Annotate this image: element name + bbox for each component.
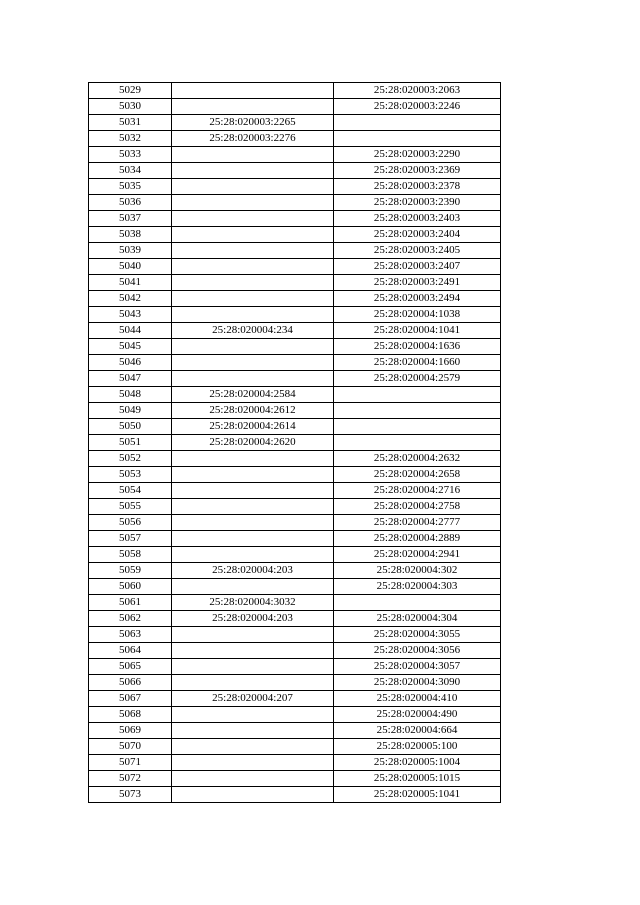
cadastral-number-cell	[172, 99, 334, 115]
table-row	[89, 211, 501, 227]
row-number-cell: 5072	[89, 771, 172, 787]
table-row	[89, 403, 501, 419]
related-cadastral-number-cell: 25:28:020003:2403	[334, 211, 501, 227]
table-row	[89, 659, 501, 675]
row-number-cell: 5040	[89, 259, 172, 275]
row-number-cell: 5049	[89, 403, 172, 419]
related-cadastral-number-cell	[334, 387, 501, 403]
row-number-cell: 5046	[89, 355, 172, 371]
cadastral-number-cell	[172, 355, 334, 371]
row-number-cell: 5036	[89, 195, 172, 211]
row-number-cell: 5057	[89, 531, 172, 547]
cadastral-number-cell	[172, 275, 334, 291]
table-row	[89, 147, 501, 163]
row-number-cell: 5043	[89, 307, 172, 323]
related-cadastral-number-cell: 25:28:020004:2889	[334, 531, 501, 547]
related-cadastral-number-cell: 25:28:020004:2777	[334, 515, 501, 531]
row-number-cell: 5067	[89, 691, 172, 707]
row-number-cell: 5042	[89, 291, 172, 307]
table-row	[89, 467, 501, 483]
row-number-cell: 5065	[89, 659, 172, 675]
cadastral-number-cell: 25:28:020003:2265	[172, 115, 334, 131]
row-number-cell: 5071	[89, 755, 172, 771]
cadastral-number-cell: 25:28:020003:2276	[172, 131, 334, 147]
cadastral-number-cell: 25:28:020004:203	[172, 611, 334, 627]
table-row	[89, 259, 501, 275]
row-number-cell: 5034	[89, 163, 172, 179]
cadastral-number-cell	[172, 451, 334, 467]
table-row	[89, 451, 501, 467]
table-row	[89, 419, 501, 435]
related-cadastral-number-cell: 25:28:020004:3090	[334, 675, 501, 691]
cadastral-number-cell	[172, 531, 334, 547]
row-number-cell: 5051	[89, 435, 172, 451]
table-row	[89, 387, 501, 403]
related-cadastral-number-cell: 25:28:020003:2407	[334, 259, 501, 275]
row-number-cell: 5058	[89, 547, 172, 563]
related-cadastral-number-cell	[334, 595, 501, 611]
cadastral-number-cell: 25:28:020004:2612	[172, 403, 334, 419]
cadastral-number-cell: 25:28:020004:203	[172, 563, 334, 579]
table-row	[89, 131, 501, 147]
related-cadastral-number-cell: 25:28:020005:100	[334, 739, 501, 755]
table-row	[89, 611, 501, 627]
cadastral-number-cell	[172, 83, 334, 99]
table-row	[89, 307, 501, 323]
cadastral-number-cell	[172, 147, 334, 163]
cadastral-number-cell	[172, 707, 334, 723]
cadastral-number-cell	[172, 723, 334, 739]
table-row	[89, 755, 501, 771]
row-number-cell: 5063	[89, 627, 172, 643]
table-row	[89, 323, 501, 339]
related-cadastral-number-cell: 25:28:020004:2941	[334, 547, 501, 563]
table-row	[89, 483, 501, 499]
cadastral-number-cell	[172, 243, 334, 259]
related-cadastral-number-cell: 25:28:020004:3057	[334, 659, 501, 675]
cadastral-number-cell	[172, 643, 334, 659]
related-cadastral-number-cell: 25:28:020004:3055	[334, 627, 501, 643]
related-cadastral-number-cell: 25:28:020004:410	[334, 691, 501, 707]
related-cadastral-number-cell: 25:28:020004:304	[334, 611, 501, 627]
table-row	[89, 435, 501, 451]
table-row	[89, 627, 501, 643]
related-cadastral-number-cell	[334, 403, 501, 419]
related-cadastral-number-cell: 25:28:020004:302	[334, 563, 501, 579]
row-number-cell: 5053	[89, 467, 172, 483]
row-number-cell: 5061	[89, 595, 172, 611]
cadastral-number-cell	[172, 675, 334, 691]
related-cadastral-number-cell	[334, 131, 501, 147]
related-cadastral-number-cell: 25:28:020003:2404	[334, 227, 501, 243]
cadastral-number-cell	[172, 371, 334, 387]
cadastral-number-cell	[172, 483, 334, 499]
table-row	[89, 243, 501, 259]
table-row	[89, 227, 501, 243]
table-row	[89, 739, 501, 755]
related-cadastral-number-cell: 25:28:020004:2632	[334, 451, 501, 467]
cadastral-number-cell	[172, 307, 334, 323]
cadastral-number-table	[88, 82, 501, 803]
cadastral-number-cell	[172, 179, 334, 195]
related-cadastral-number-cell: 25:28:020005:1004	[334, 755, 501, 771]
table-row	[89, 195, 501, 211]
table-row	[89, 99, 501, 115]
cadastral-number-cell	[172, 579, 334, 595]
table-row	[89, 355, 501, 371]
table-row	[89, 675, 501, 691]
row-number-cell: 5064	[89, 643, 172, 659]
table-row	[89, 691, 501, 707]
table-row	[89, 291, 501, 307]
row-number-cell: 5038	[89, 227, 172, 243]
table-row	[89, 179, 501, 195]
row-number-cell: 5033	[89, 147, 172, 163]
related-cadastral-number-cell: 25:28:020003:2378	[334, 179, 501, 195]
related-cadastral-number-cell: 25:28:020003:2290	[334, 147, 501, 163]
table-row	[89, 643, 501, 659]
related-cadastral-number-cell: 25:28:020004:2758	[334, 499, 501, 515]
row-number-cell: 5030	[89, 99, 172, 115]
row-number-cell: 5062	[89, 611, 172, 627]
cadastral-number-cell	[172, 787, 334, 803]
cadastral-number-cell	[172, 771, 334, 787]
cadastral-number-cell: 25:28:020004:2614	[172, 419, 334, 435]
table-row	[89, 771, 501, 787]
row-number-cell: 5044	[89, 323, 172, 339]
table-row	[89, 787, 501, 803]
related-cadastral-number-cell: 25:28:020003:2369	[334, 163, 501, 179]
table-row	[89, 83, 501, 99]
row-number-cell: 5055	[89, 499, 172, 515]
table-row	[89, 339, 501, 355]
cadastral-number-cell: 25:28:020004:207	[172, 691, 334, 707]
cadastral-number-cell	[172, 339, 334, 355]
table-body	[89, 83, 501, 803]
related-cadastral-number-cell: 25:28:020004:664	[334, 723, 501, 739]
cadastral-number-cell	[172, 291, 334, 307]
related-cadastral-number-cell: 25:28:020003:2405	[334, 243, 501, 259]
related-cadastral-number-cell: 25:28:020005:1015	[334, 771, 501, 787]
table-row	[89, 275, 501, 291]
row-number-cell: 5037	[89, 211, 172, 227]
related-cadastral-number-cell: 25:28:020004:1636	[334, 339, 501, 355]
table-row	[89, 531, 501, 547]
cadastral-number-cell: 25:28:020004:2620	[172, 435, 334, 451]
related-cadastral-number-cell: 25:28:020003:2390	[334, 195, 501, 211]
cadastral-number-cell	[172, 499, 334, 515]
cadastral-number-cell: 25:28:020004:234	[172, 323, 334, 339]
cadastral-number-cell	[172, 627, 334, 643]
table-row	[89, 723, 501, 739]
related-cadastral-number-cell: 25:28:020004:1041	[334, 323, 501, 339]
related-cadastral-number-cell	[334, 115, 501, 131]
table-row	[89, 163, 501, 179]
table-row	[89, 547, 501, 563]
row-number-cell: 5069	[89, 723, 172, 739]
table-row	[89, 115, 501, 131]
row-number-cell: 5039	[89, 243, 172, 259]
cadastral-number-cell	[172, 227, 334, 243]
row-number-cell: 5029	[89, 83, 172, 99]
related-cadastral-number-cell: 25:28:020004:490	[334, 707, 501, 723]
row-number-cell: 5047	[89, 371, 172, 387]
related-cadastral-number-cell	[334, 435, 501, 451]
related-cadastral-number-cell: 25:28:020003:2246	[334, 99, 501, 115]
related-cadastral-number-cell: 25:28:020004:3056	[334, 643, 501, 659]
related-cadastral-number-cell: 25:28:020004:1038	[334, 307, 501, 323]
row-number-cell: 5052	[89, 451, 172, 467]
related-cadastral-number-cell: 25:28:020004:1660	[334, 355, 501, 371]
related-cadastral-number-cell: 25:28:020004:2579	[334, 371, 501, 387]
table-row	[89, 499, 501, 515]
related-cadastral-number-cell: 25:28:020004:2716	[334, 483, 501, 499]
row-number-cell: 5070	[89, 739, 172, 755]
table-row	[89, 563, 501, 579]
row-number-cell: 5031	[89, 115, 172, 131]
cadastral-number-cell	[172, 259, 334, 275]
row-number-cell: 5050	[89, 419, 172, 435]
cadastral-number-cell	[172, 163, 334, 179]
row-number-cell: 5032	[89, 131, 172, 147]
row-number-cell: 5068	[89, 707, 172, 723]
related-cadastral-number-cell: 25:28:020003:2494	[334, 291, 501, 307]
related-cadastral-number-cell: 25:28:020005:1041	[334, 787, 501, 803]
cadastral-number-cell	[172, 211, 334, 227]
cadastral-number-cell	[172, 659, 334, 675]
row-number-cell: 5073	[89, 787, 172, 803]
cadastral-number-cell	[172, 195, 334, 211]
row-number-cell: 5056	[89, 515, 172, 531]
cadastral-number-cell	[172, 515, 334, 531]
related-cadastral-number-cell: 25:28:020003:2491	[334, 275, 501, 291]
cadastral-number-cell	[172, 755, 334, 771]
cadastral-number-cell: 25:28:020004:3032	[172, 595, 334, 611]
row-number-cell: 5054	[89, 483, 172, 499]
cadastral-number-cell	[172, 739, 334, 755]
table-row	[89, 371, 501, 387]
related-cadastral-number-cell: 25:28:020004:303	[334, 579, 501, 595]
table-row	[89, 515, 501, 531]
related-cadastral-number-cell: 25:28:020003:2063	[334, 83, 501, 99]
table-row	[89, 579, 501, 595]
cadastral-number-cell	[172, 467, 334, 483]
related-cadastral-number-cell: 25:28:020004:2658	[334, 467, 501, 483]
row-number-cell: 5060	[89, 579, 172, 595]
row-number-cell: 5066	[89, 675, 172, 691]
table-row	[89, 595, 501, 611]
row-number-cell: 5035	[89, 179, 172, 195]
row-number-cell: 5041	[89, 275, 172, 291]
cadastral-number-cell: 25:28:020004:2584	[172, 387, 334, 403]
row-number-cell: 5048	[89, 387, 172, 403]
row-number-cell: 5059	[89, 563, 172, 579]
related-cadastral-number-cell	[334, 419, 501, 435]
table-row	[89, 707, 501, 723]
cadastral-number-cell	[172, 547, 334, 563]
row-number-cell: 5045	[89, 339, 172, 355]
